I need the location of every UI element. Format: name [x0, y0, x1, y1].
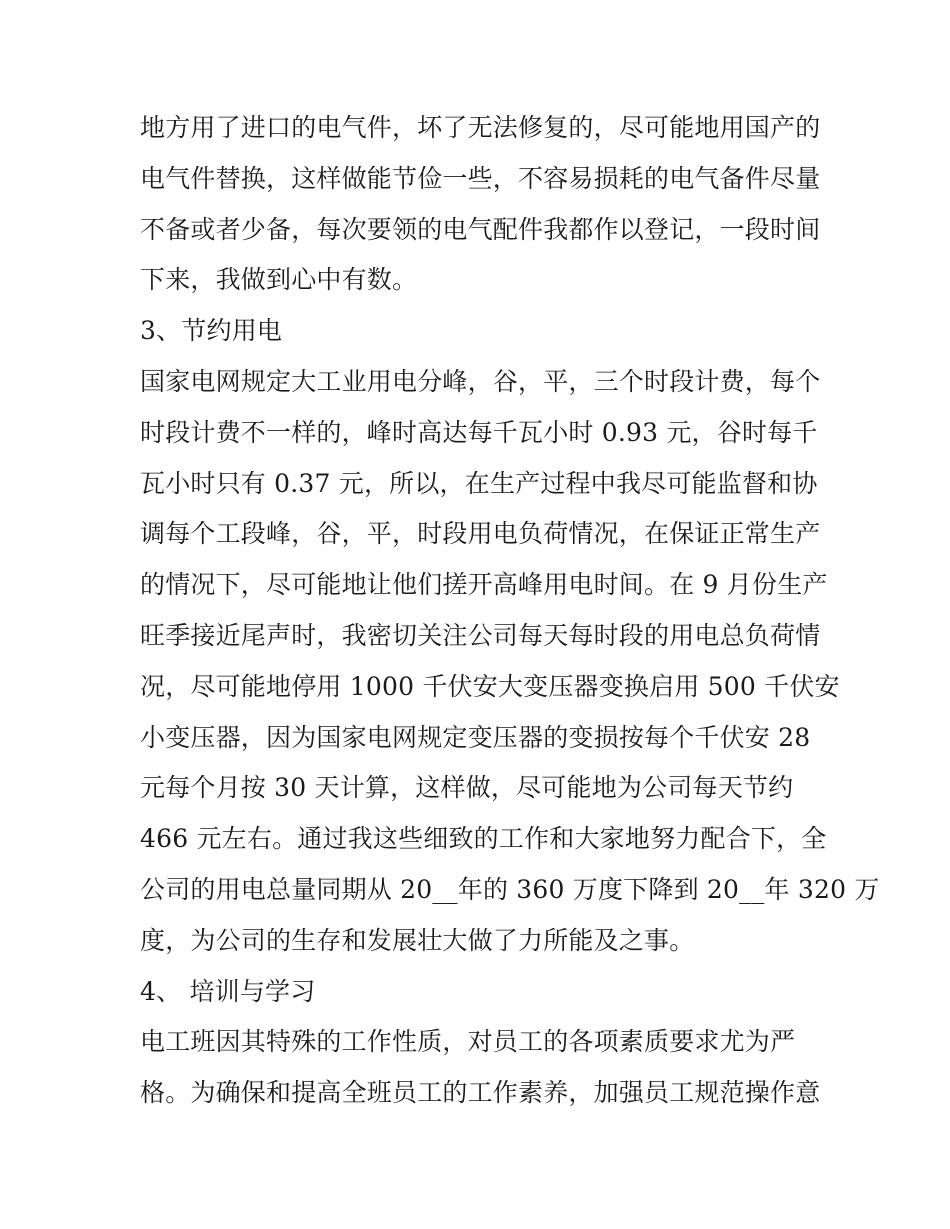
text-line: 下来，我做到心中有数。 [140, 265, 418, 295]
text-line: 电工班因其特殊的工作性质，对员工的各项素质要求尤为严 [140, 1027, 796, 1057]
text-line: 元每个月按 30 天计算，这样做，尽可能地为公司每天节约 [140, 773, 794, 803]
text-line: 况，尽可能地停用 1000 千伏安大变压器变换启用 500 千伏安 [140, 671, 840, 701]
text-line: 旺季接近尾声时，我密切关注公司每天每时段的用电总负荷情 [140, 620, 821, 650]
section-heading: 4、 培训与学习 [140, 976, 316, 1006]
text-line: 不备或者少备，每次要领的电气配件我都作以登记，一段时间 [140, 214, 821, 244]
section-heading: 3、节约用电 [140, 316, 283, 346]
text-line: 电气件替换，这样做能节俭一些，不容易损耗的电气备件尽量 [140, 163, 821, 193]
text-line: 466 元左右。通过我这些细致的工作和大家地努力配合下，全 [140, 824, 827, 854]
text-line: 瓦小时只有 0.37 元，所以，在生产过程中我尽可能监督和协 [140, 468, 818, 498]
text-line: 地方用了进口的电气件，坏了无法修复的，尽可能地用国产的 [140, 113, 821, 142]
document-body [140, 103, 880, 1119]
text-line: 时段计费不一样的，峰时高达每千瓦小时 0.93 元，谷时每千 [140, 417, 818, 447]
text-line: 小变压器，因为国家电网规定变压器的变损按每个千伏安 28 [140, 722, 811, 752]
text-line: 公司的用电总量同期从 20__年的 360 万度下降到 20__年 320 万 [140, 874, 880, 904]
text-line: 调每个工段峰，谷，平，时段用电负荷情况，在保证正常生产 [140, 519, 821, 549]
text-line: 国家电网规定大工业用电分峰，谷，平，三个时段计费，每个 [140, 366, 821, 396]
text-line: 的情况下，尽可能地让他们搓开高峰用电时间。在 9 月份生产 [140, 570, 828, 600]
text-line: 度，为公司的生存和发展壮大做了力所能及之事。 [140, 925, 695, 955]
text-line: 格。为确保和提高全班员工的工作素养，加强员工规范操作意 [140, 1078, 821, 1108]
